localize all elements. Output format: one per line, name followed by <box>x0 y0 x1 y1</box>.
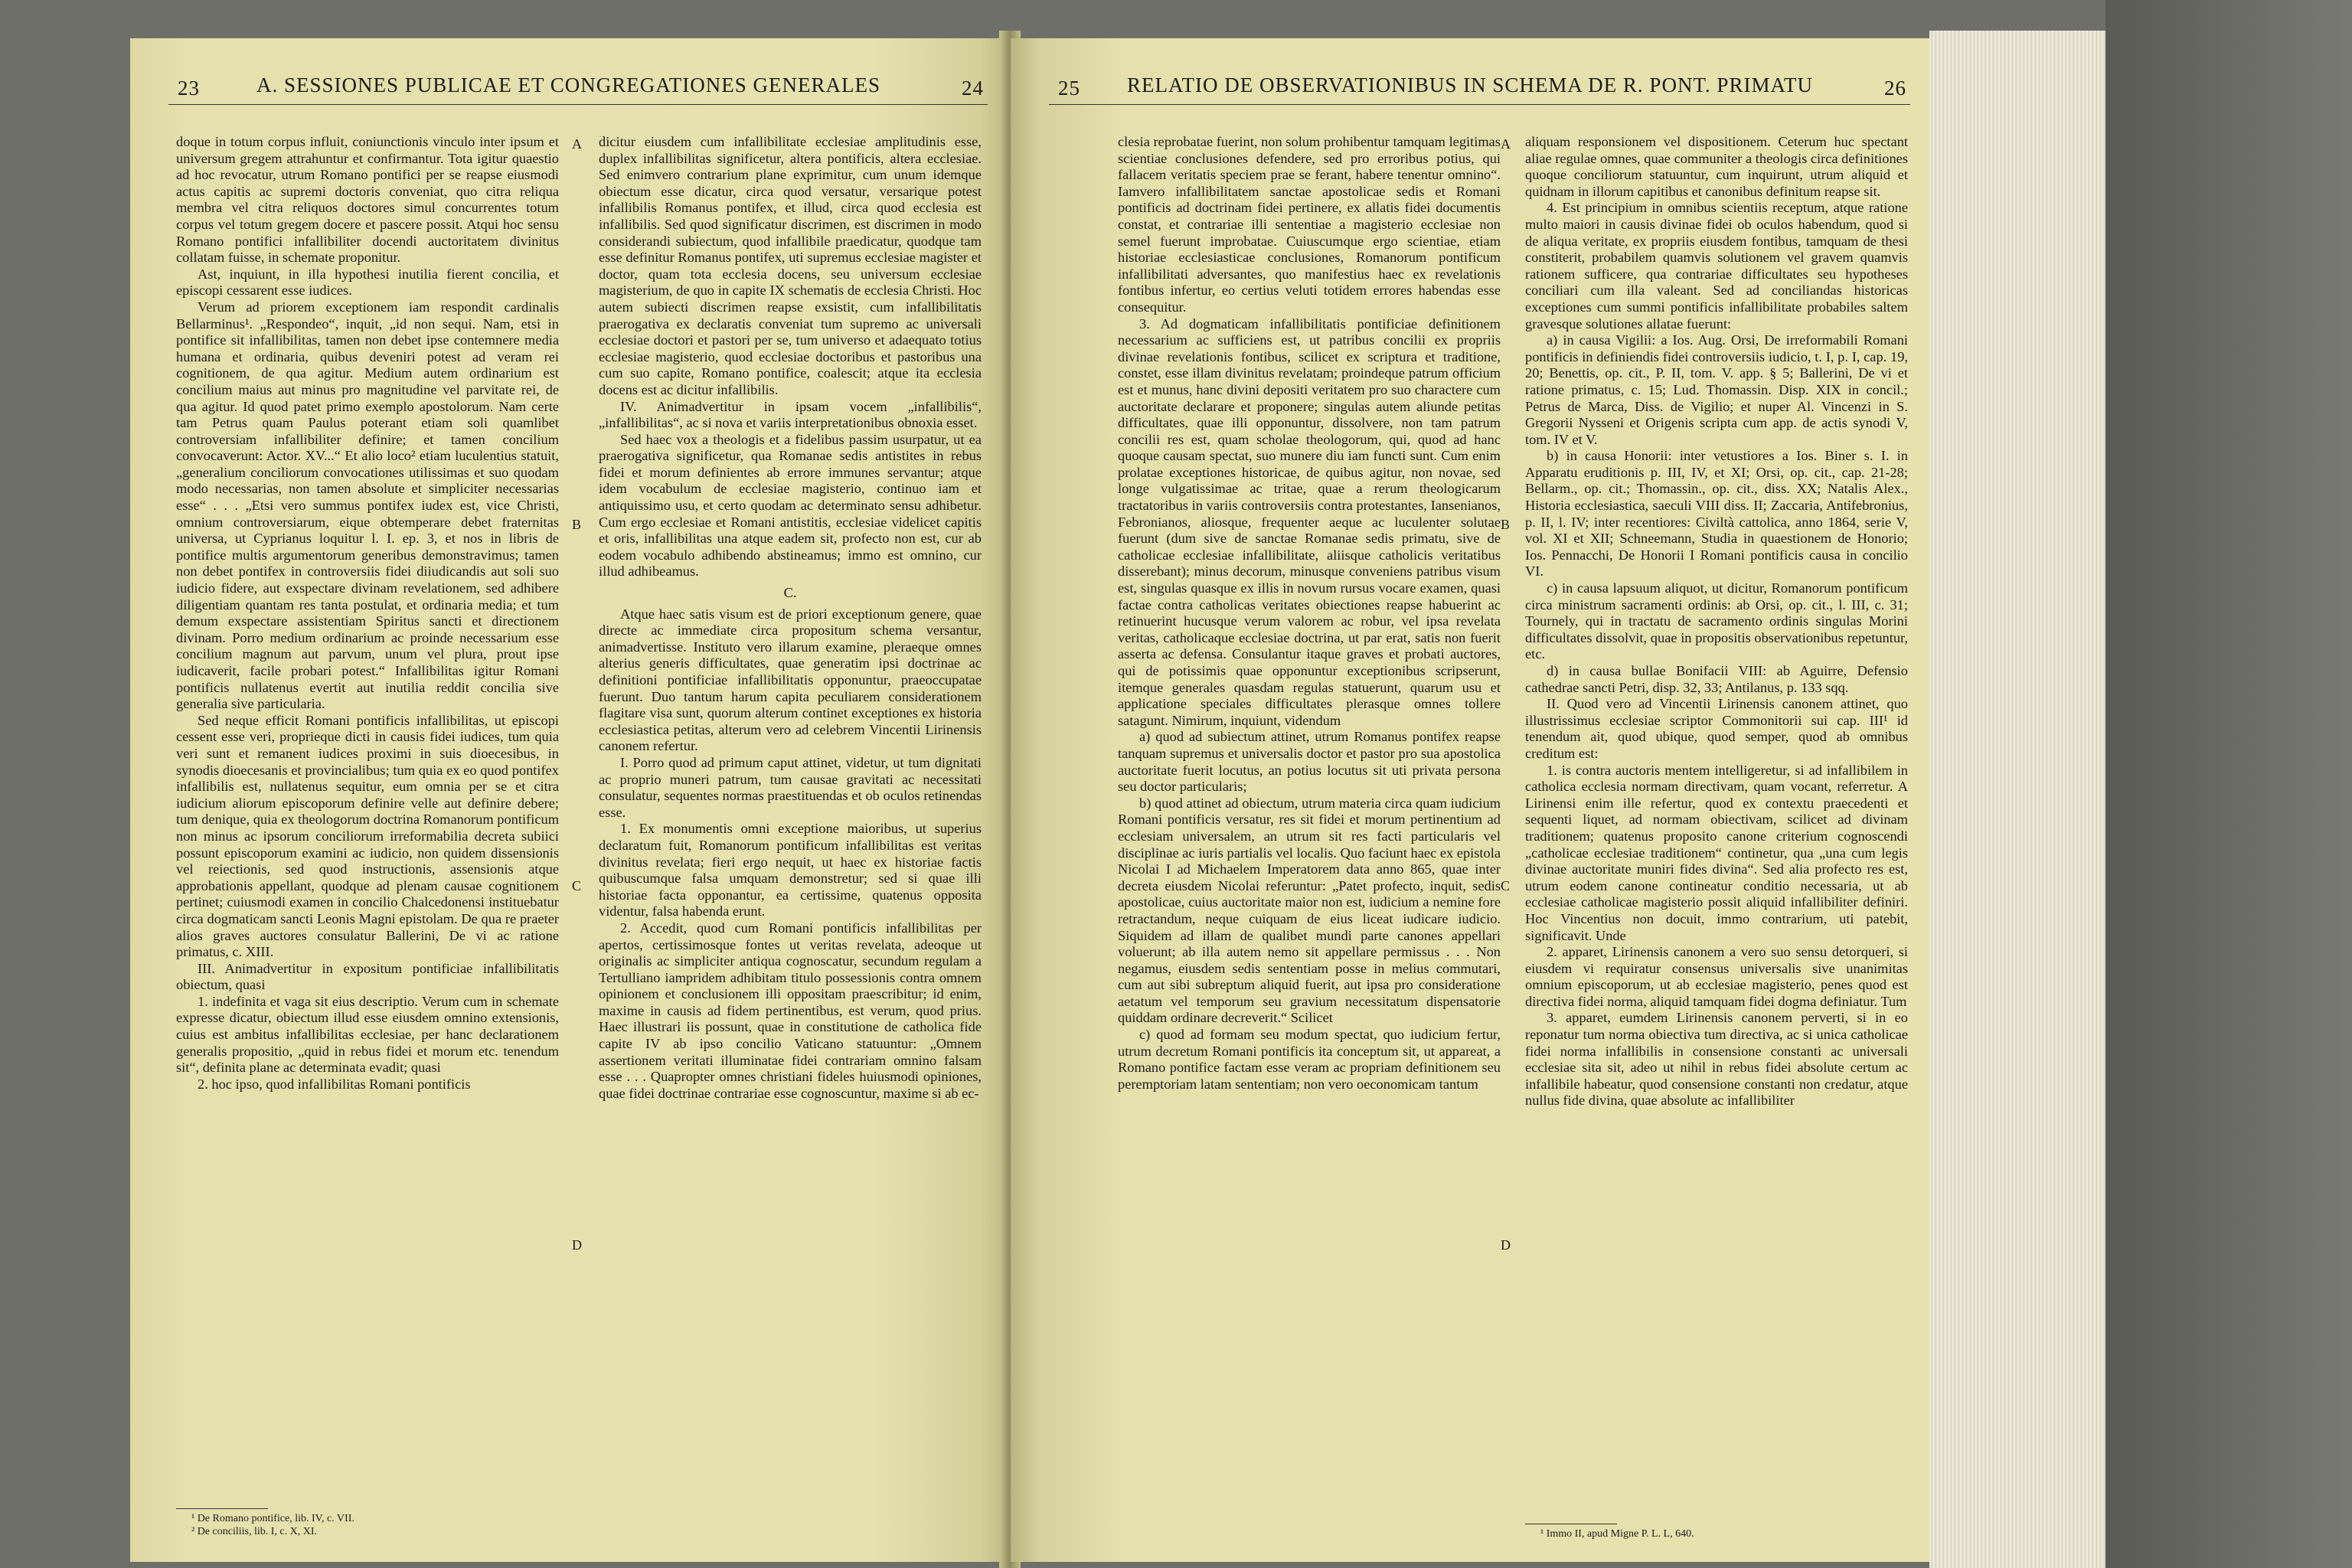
right-column-2 <box>1525 134 1908 1109</box>
paragraph: 3. apparet, eumdem Lirinensis canonem perverti, si in eo reponatur tum norma obiectiva tum directiva, ac si unica catholicae fidei norma infallibilis in consensione constanti ac universali ecclesiae sita sit, adeo ut nihil in rebus fidei absolute certum ac infallibile habeatur, quod consensione constanti non credatur, atque nullus fide divina, quae absolute ac infallibiliter <box>1525 1010 1908 1109</box>
paragraph: a) in causa Vigilii: a Ios. Aug. Orsi, De irreformabili Romani pontificis in definiendis fidei controversiis iudicio, t. I, p. I, cap. 19, 20; Benettis, op. cit., P. II, tom. V. app. § 5; Ballerini, De vi et ratione primatus, c. 15; Lud. Thomassin. Disp. XIX in concil.; Petrus de Marca, Diss. de Vigilio; et nuper Al. Vincenzi in S. Gregorii Nysseni et Origenis scripta cum app. de actis synodi V, tom. IV et V. <box>1525 332 1908 447</box>
paragraph: I. Porro quod ad primum caput attinet, videtur, ut tum dignitati ac proprio muneri patrum, tum causae gravitati ac necessitati consulatur, sequentes normas praestituendas et ob oculos retinendas esse. <box>599 754 982 820</box>
paragraph: aliquam responsionem vel dispositionem. Ceterum huc spectant aliae regulae omnes, quae communiter a theologis circa definitiones quoque conciliorum statuuntur, cum inquirunt, utrum aliquid et quidnam in illorum capitibus et canonibus definitum reapse sit. <box>1525 134 1908 199</box>
paragraph: II. Quod vero ad Vincentii Lirinensis canonem attinet, quo illustrissimus ecclesiae scriptor Commonitorii sui cap. III¹ id tenendum ait, quod ubique, quod semper, quod ab omnibus creditum est: <box>1525 696 1908 761</box>
left-page <box>130 38 1007 1562</box>
margin-letter-b: B <box>572 517 582 532</box>
footnote: ¹ Immo II, apud Migne P. L. L, 640. <box>1540 1528 1694 1540</box>
left-head-rule <box>168 104 988 105</box>
right-page <box>1011 38 1929 1562</box>
page-number-25: 25 <box>1058 77 1080 100</box>
left-column-2 <box>599 134 982 1102</box>
paragraph: Verum ad priorem exceptionem iam respondit cardinalis Bellarminus¹. „Respondeo“, inquit, „id non sequi. Nam, etsi in pontifice sit infallibilitas, tamen non debet ipse contemnere media humana et ordinaria, quibus deveniri potest ad veram rei cognitionem, de qua agitur. Medium autem ordinarium est concilium maius aut minus pro magnitudine vel parvitate rei, de qua agitur. Id quod patet primo exemplo apostolorum. Nam certe tam Petrus quam Paulus poterant etiam soli quamlibet controversiam infallibiliter definire; et tamen concilium convocaverunt: Actor. XV...“ Et alio loco² etiam luculentius statuit, „generalium conciliorum convocationes utilissimas et suo quodam modo necessarias, non tamen absolute et simpliciter necessarias esse“ . . . „Etsi vero summus pontifex iudex est, vice Christi, omnium controversiarum, eique obtemperare debet fraternitas universa, ut Cyprianus loquitur l. I. ep. 3, et nos in libris de pontifice multis argumentorum generibus demonstravimus; tamen non debet pontifex in controversiis fidei diiudicandis aut soli suo iudicio fidere, aut exspectare divinam revelationem, sed adhibere diligentiam quantam res tanta postulat, et ordinaria media; et tum demum exspectare assistentiam Spiritus sancti et directionem divinam. Porro medium ordinarium ac proinde necessarium esse concilium magnum aut parvum, unum vel plura, prout ipse iudicaverit, facile probari potest.“ Infallibilitas igitur Romani pontificis nullatenus evertit aut inutilia reddit concilia sive generalia sive particularia. <box>176 299 559 712</box>
paragraph: Ast, inquiunt, in illa hypothesi inutilia fierent concilia, et episcopi cessarent esse iudices. <box>176 266 559 299</box>
footnote: ¹ De Romano pontifice, lib. IV, c. VII. <box>191 1513 354 1524</box>
right-column-1 <box>1118 134 1501 1093</box>
right-margin-letter-d: D <box>1501 1237 1511 1253</box>
paragraph: 2. Accedit, quod cum Romani pontificis infallibilitas per apertos, certissimosque fontes ut veritas revelata, adeoque ut originalis ac simpliciter antiqua cognoscatur, secundum regulam a Tertulliano iampridem adhibitam titulo possessionis contra omnem opinionem et conclusionem illi oppositam praescribitur; id enim, maxime in causis ad fidem pertinentibus, est verum, quod prius. Haec illustrari iis possunt, quae in constitutione de catholica fide capite IV ab ipso concilio Vaticano statuuntur: „Omnem assertionem veritati illuminatae fidei contrariam omnino falsam esse . . . Quapropter omnes christiani fideles huiusmodi opiniones, quae fidei doctrinae contrariae esse cognoscuntur, maxime si ab ec- <box>599 920 982 1101</box>
right-running-title: RELATIO DE OBSERVATIONIBUS IN SCHEMA DE R. PONT. PRIMATU <box>1127 74 1813 96</box>
right-margin-letter-c: C <box>1501 878 1511 893</box>
right-head-rule <box>1049 104 1910 105</box>
left-running-head <box>130 69 1007 107</box>
paragraph: C. <box>783 585 797 601</box>
paragraph: Atque haec satis visum est de priori exceptionum genere, quae directe ac immediate circa propositum schema versantur, animadvertisse. Instituto vero illarum examine, pleraeque omnes alterius generis difficultates, quae generatim ipsi doctrinae ac definitioni pontificiae infallibilitatis opponuntur, praeoccupatae fuerunt. Duo tantum harum capita peculiarem considerationem flagitare visa sunt, quorum alterum continet exceptiones ex historia ecclesiastica petitas, alterum vero ad celebrem Vincentii Lirinensis canonem refertur. <box>599 606 982 754</box>
paragraph: clesia reprobatae fuerint, non solum prohibentur tamquam legitimas scientiae conclusiones defendere, sed pro erroribus potius, qui fallacem veritatis speciem prae se ferant, habere tenentur omnino“. Iamvero infallibilitatem sanctae apostolicae sedis et Romani pontificis ad doctrinam fidei pertinere, ex allatis fidei documentis constat, et contrariae illi sententiae a magisterio ecclesiae non semel fuerunt improbatae. Cuiuscumque ergo scientiae, etiam historiae ecclesiasticae conclusiones, Romanorum pontificum infallibilitati adversantes, quo manifestius haec ex revelationis fontibus infertur, eo certius veluti totidem errores habendas esse consequitur. <box>1118 134 1501 315</box>
right-footnotes <box>1540 1527 1694 1540</box>
paragraph: 2. apparet, Lirinensis canonem a vero suo sensu detorqueri, si eiusdem vi requiratur consensus universalis sive unanimitas omnium episcoporum, ut ab ecclesiae magisterio, penes quod est directiva fidei norma, aliquid tamquam fidei dogma definiatur. Tum <box>1525 944 1908 1009</box>
paragraph: 1. Ex monumentis omni exceptione maioribus, ut superius declaratum fuit, Romanorum pontificum infallibilitas est veritas divinitus revelata; fieri ergo nequit, ut haec ex historiae factis quibuscumque falsa umquam demonstretur; sed si quae illi historiae facta opponantur, ea certissime, quatenus opposita videntur, falsa habenda erunt. <box>599 821 982 920</box>
footnote: ² De conciliis, lib. I, c. X, XI. <box>191 1526 317 1537</box>
margin-letter-a: A <box>572 136 582 152</box>
page-edges <box>1929 31 2105 1568</box>
paragraph: 1. indefinita et vaga sit eius descriptio. Verum cum in schemate expresse dicatur, obiectum illud esse eiusdem omnino extensionis, cuius est ambitus infallibilitas ecclesiae, per hanc declarationem generalis propositio, „quid in rebus fidei et morum etc. tenendum sit“, definita plane ac determinata evadit; quasi <box>176 993 559 1076</box>
paragraph: 3. Ad dogmaticam infallibilitatis pontificiae definitionem necessarium ac sufficiens est, ut patribus concilii ex propriis divinae revelationis fontibus, scilicet ex scriptura et traditione, constet, esse illam divinitus revelatam; proindeque patrum officium est et munus, hanc divini depositi veritatem pro suo charactere cum auctoritate declarare et proponere; singulas autem aliunde petitas difficultates, quae illi opponuntur, dissolvere, non tam patrum concilii res est, quam scholae theologorum, qui, quod ad hanc quoque causam spectat, suo munere diu iam functi sunt. Cum enim prolatae exceptiones historicae, de quibus agitur, non novae, sed longe vulgatissimae ac tritae, quae a rerum theologicarum tractatoribus in variis controversiis contra protestantes, Iansenianos, Febronianos, aliosque, frequenter aeque ac luculenter solutae fuerunt (dum sive de sanctae Romanae sedis primatu, sive de catholicae ecclesiae infallibilitate, aliisque catholicis veritatibus disserebant); minus decorum, minusque conveniens patribus visum est, singulas quasque ex illis in novum rursus vocare examen, quasi factae contra catholicas veritates obiectiones reapse habuerint ac retinuerint hucusque verum valorem ac robur, vel ipsa revelata veritas, catholicaque ecclesiae doctrina, ut par erat, satis non fuerit asserta ac defensa. Consulantur itaque graves et probati auctores, qui de potissimis quae opponuntur exceptionibus scripserunt, itemque generales quasdam regulas statuerunt, quarum usu et applicatione speciales difficultates plerasque omnes tollere satagunt. Nimirum, inquiunt, videndum <box>1118 315 1501 728</box>
paragraph: IV. Animadvertitur in ipsam vocem „infallibilis“, „infallibilitas“, ac si nova et variis interpretationibus obnoxia esset. <box>599 398 982 431</box>
paragraph: Sed haec vox a theologis et a fidelibus passim usurpatur, ut ea praerogativa significetur, qua Romanae sedis antistites in rebus fidei et morum definientes ab errore immunes servantur; atque idem vocabulum de ecclesiae magisterio, continuo iam et antiquissimo usu, et certo quodam ac determinato sensu adhibetur. Cum ergo ecclesiae et Romani antistitis, ecclesiae videlicet capitis et oris, infallibilitas una atque eadem sit, profecto non est, cur ab eodem vocabulo adhibendo abstineamus; immo est omnino, cur illud adhibeamus. <box>599 431 982 580</box>
right-margin-letter-b: B <box>1501 517 1511 532</box>
right-running-head <box>1011 69 1929 107</box>
paragraph: c) in causa lapsuum aliquot, ut dicitur, Romanorum pontificum circa ministrum sacramenti ordinis: ab Orsi, op. cit., l. III, c. 31; Tournely, qui in tractatu de sacramento ordinis singulas Morini difficultates dissolvit, quae in propositis observationibus repetuntur, etc. <box>1525 580 1908 662</box>
background-shadow <box>2105 0 2352 1568</box>
margin-letter-d: D <box>572 1237 582 1253</box>
paragraph: 4. Est principium in omnibus scientiis receptum, atque ratione multo maiori in causis divinae fidei ob oculos habendum, quod si de aliqua veritate, ex propriis eiusdem fontibus, tamquam de thesi constiterit, probabilem quamvis solutionem vel gravem quamvis rationem sufficere, qua contrariae difficultates seu hypotheses conciliari cum illa valeant. Sed ad conciliandas historicas exceptiones cum summi pontificis infallibilitate probabiles saltem gravesque solutiones allatae fuerunt: <box>1525 200 1908 332</box>
paragraph: Sed neque efficit Romani pontificis infallibilitas, ut episcopi cessent esse veri, proprieque dicti in causis fidei iudices, tum quia veri sunt et remanent iudices proximi in suis dioecesibus, in synodis dioecesanis et provincialibus; tum quia ex eo quod pontifex infallibilis est, nullatenus sequitur, eum omnia per se et citra iudicium aliorum episcoporum definire velle aut definire debere; tum denique, quia ex theologorum doctrina Romanorum pontificum non minus ac ipsorum conciliorum irreformabilia decreta subiici possunt episcoporum examini ac iudicio, non quidem dissensionis vel reiectionis, sed quod instructionis, assensionis atque approbationis appellant, quodque ad plenam causae cognitionem pertinet; cuiusmodi examen in concilio Chalcedonensi instituebatur circa dogmaticam sancti Leonis Magni epistolam. De qua re praeter alios graves auctores consulatur Ballerini, De vi ac ratione primatus, c. XIII. <box>176 712 559 960</box>
paragraph: III. Animadvertitur in expositum pontificiae infallibilitatis obiectum, quasi <box>176 960 559 993</box>
paragraph: doque in totum corpus influit, coniunctionis vinculo inter ipsum et universum gregem attrahuntur et confirmantur. Tota igitur quaestio ad hoc revocatur, utrum Romano pontifici per se reapse eiusmodi actus capitis ac supremi doctoris conveniat, quo citra reliqua membra vel citra reliquos doctores simul concurrentes totum corpus vel totum gregem docere et pascere possit. Atqui hoc sensu Romano pontifici infallibiliter docendi auctoritatem divinitus collatam fuisse, in schemate proponitur. <box>176 134 559 266</box>
left-footnotes <box>191 1512 354 1538</box>
paragraph: c) quod ad formam seu modum spectat, quo iudicium fertur, utrum decretum Romani pontificis ita conceptum sit, ut appareat, a Romano pontifice factam esse veram ac propriam definitionem seu peremptoriam latam sententiam; non vero oeconomicam tantum <box>1118 1027 1501 1092</box>
right-margin-letter-a: A <box>1501 136 1511 152</box>
paragraph: 1. is contra auctoris mentem intelligeretur, si ad infallibilem in catholica ecclesia normam directivam, quam vocant, referretur. A Lirinensi enim ille refertur, quod ex contextu praecedenti et sequenti liquet, ad normam obiectivam, scilicet ad divinam traditionem; quatenus proposito canone criterium cognoscendi „catholicae ecclesiae traditionem“ continetur, qua „una cum legis divinae auctoritate muniri fides divina“. Sed alia profecto res est, utrum eodem canone contineatur conditio necessaria, ut ab ecclesiae catholicae magisterio possit aliquid infallibiliter definiri. Hoc Vincentius non docuit, immo contrarium, uti patebit, significavit. Unde <box>1525 762 1908 943</box>
left-running-title: A. SESSIONES PUBLICAE ET CONGREGATIONES GENERALES <box>256 74 881 96</box>
paragraph: dicitur eiusdem cum infallibilitate ecclesiae amplitudinis esse, duplex infallibilitas significetur, altera pontificis, altera ecclesiae. Sed enimvero contrarium plane exprimitur, cum unum idemque obiectum esse dicatur, circa quod versatur, versarique potest infallibilis Romanus pontifex, et illud, circa quod ecclesia est infallibilis. Sed quod significatur discrimen, est discrimen in modo considerandi subiectum, quod infallibile praedicatur, quodque tam esse definitur Romanus pontifex, uti supremus ecclesiae magister et doctor, quam tota ecclesia docens, seu universum ecclesiae magisterium, de quo in capite IX schematis de ecclesia Christi. Hoc autem subiecti discrimen reapse exsistit, cum infallibilitatis praerogativa ex declaratis conveniat tum supremo ac universali ecclesiae doctori et pastori per se, tum universo et adaequato totius ecclesiae magisterio, quod ecclesiae doctoribus et pastoribus una cum suo capite, Romano pontifice, coalescit; atque ita ecclesia docens est ac dicitur infallibilis. <box>599 134 982 397</box>
paragraph: b) quod attinet ad obiectum, utrum materia circa quam iudicium Romani pontificis versatur, res sit fidei et morum pertinentium ad ecclesiam universalem, an utrum sit res facti particularis vel disciplinae ac iuris partialis vel localis. Quo faciunt haec ex epistola Nicolai I ad Michaelem Imperatorem data anno 865, quae inter decreta eiusdem Nicolai referuntur: „Patet profecto, inquit, sedis apostolicae, cuius auctoritate maior non est, iudicium a nemine fore retractandum, neque cuiquam de eius liceat iudicare iudicio. Siquidem ad illam de qualibet mundi parte canones appellari voluerunt; ab illa autem nemo sit appellare permissus . . . Non negamus, eiusdem sedis sententiam posse in melius commutari, cum aut sibi subreptum aliquid fuerit, aut ipsa pro consideratione aetatum vel temporum seu gravium necessitatum dispensatorie quiddam ordinare decreverit.“ Scilicet <box>1118 795 1501 1026</box>
paragraph: a) quod ad subiectum attinet, utrum Romanus pontifex reapse tanquam supremus et universalis doctor et pastor pro sua apostolica auctoritate fuerit locutus, an potius locutus sit uti privata persona seu doctor particularis; <box>1118 729 1501 795</box>
page-number-24: 24 <box>962 77 984 100</box>
left-column-1 <box>176 134 559 1093</box>
paragraph: d) in causa bullae Bonifacii VIII: ab Aguirre, Defensio cathedrae sancti Petri, disp. 32, 33; Antilanus, p. 133 sqq. <box>1525 663 1908 695</box>
page-number-23: 23 <box>178 77 200 100</box>
left-footnote-rule <box>176 1508 268 1509</box>
page-number-26: 26 <box>1884 77 1906 100</box>
margin-letter-c: C <box>572 878 582 893</box>
paragraph: 2. hoc ipso, quod infallibilitas Romani pontificis <box>198 1076 471 1092</box>
paragraph: b) in causa Honorii: inter vetustiores a Ios. Biner s. I. in Apparatu eruditionis p. III, IV, et XI; Orsi, op. cit., cap. 21-28; Bellarm., op. cit.; Thomassin., op. cit., diss. XX; Natalis Alex., Historia ecclesiastica, saeculi VIII diss. II; Zaccaria, Antifebronius, p. II, l. IV; inter recentiores: Civiltà cattolica, anno 1864, serie V, vol. XI et XII; Schneemann, Studia in quaestionem de Honorio; Ios. Pennacchi, De Honorii I Romani pontificis causa in concilio VI. <box>1525 448 1908 580</box>
